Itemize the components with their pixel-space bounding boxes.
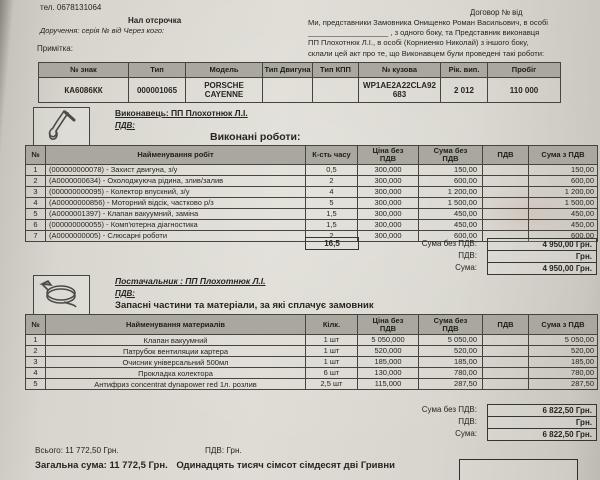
work-hours: 0,5 — [306, 165, 358, 176]
material-qty: 1 шт — [306, 335, 358, 346]
agreement-line: Ми, представники Замовника Онищенко Роман Васильович, в особі — [308, 18, 548, 27]
works-header: Ціна без ПДВ — [358, 146, 419, 165]
material-vat — [483, 335, 529, 346]
work-vat — [483, 165, 529, 176]
work-hours: 2 — [306, 176, 358, 187]
work-price: 300,000 — [358, 209, 419, 220]
work-sum-no-vat: 1 500,00 — [419, 198, 483, 209]
materials-header: № — [26, 315, 46, 335]
crossed-tools-icon — [34, 108, 86, 147]
material-vat — [483, 346, 529, 357]
phone-number: тел. 0678131064 — [40, 3, 102, 12]
hose-coil-icon — [34, 276, 86, 313]
work-number: 5 — [26, 209, 46, 220]
work-vat — [483, 220, 529, 231]
material-sum-no-vat: 520,00 — [419, 346, 483, 357]
materials-sum-label: Сума: — [455, 429, 477, 438]
work-sum-no-vat: 150,00 — [419, 165, 483, 176]
material-sum-no-vat: 287,50 — [419, 379, 483, 390]
material-sum-with-vat: 780,00 — [529, 368, 598, 379]
works-sum-value: 4 950,00 Грн. — [487, 262, 597, 275]
works-header-row — [26, 146, 598, 165]
work-hours: 5 — [306, 198, 358, 209]
signature-box — [459, 459, 578, 480]
vehicle-header: № кузова — [359, 63, 441, 78]
material-name: Антифриз concentrat dynapower red 1л. розлив — [46, 379, 306, 390]
materials-sum-value: 6 822,50 Грн. — [487, 428, 597, 441]
vehicle-header: Тип КПП — [313, 63, 359, 78]
work-number: 3 — [26, 187, 46, 198]
material-number: 4 — [26, 368, 46, 379]
material-sum-with-vat: 5 050,00 — [529, 335, 598, 346]
material-price: 185,000 — [358, 357, 419, 368]
materials-header: Ціна без ПДВ — [358, 315, 419, 335]
work-number: 7 — [26, 231, 46, 242]
material-price: 130,000 — [358, 368, 419, 379]
supplier-vat-label: ПДВ: — [115, 289, 135, 298]
work-price: 300,000 — [358, 187, 419, 198]
work-vat — [483, 198, 529, 209]
work-row — [26, 187, 598, 198]
material-number: 2 — [26, 346, 46, 357]
agreement-line: склали цей акт про те, що Виконавцем були проведені такі роботи: — [308, 48, 545, 58]
material-number: 1 — [26, 335, 46, 346]
material-number: 5 — [26, 379, 46, 390]
payment-type: Нал отсрочка — [128, 16, 182, 25]
material-name: Прокладка колектора — [46, 368, 306, 379]
work-price: 300,000 — [358, 198, 419, 209]
work-row — [26, 176, 598, 187]
work-sum-no-vat: 600,00 — [419, 231, 483, 242]
vehicle-model: PORSCHE CAYENNE — [186, 78, 263, 103]
material-qty: 1 шт — [306, 357, 358, 368]
total-hours-box: 16,5 — [305, 237, 359, 250]
work-row — [26, 220, 598, 231]
grand-total-words: Одинадцять тисяч сімсот сімдесят дві Гривни — [176, 460, 395, 471]
works-vat-value: Грн. — [487, 250, 597, 263]
work-name: (A00000000856) - Моторний відсік, частково р/з — [46, 198, 306, 209]
material-sum-with-vat: 185,00 — [529, 357, 598, 368]
materials-vat-value: Грн. — [487, 416, 597, 429]
vehicle-table — [38, 62, 561, 103]
contract-line: Договор № від — [470, 8, 523, 17]
materials-header-row — [26, 315, 598, 335]
work-name: (000000000078) - Захист двигуна, з/у — [46, 165, 306, 176]
plate-number: КА6086КК — [39, 78, 129, 103]
work-vat — [483, 209, 529, 220]
works-vat-label: ПДВ: — [458, 251, 477, 260]
work-price: 300,000 — [358, 220, 419, 231]
work-sum-with-vat: 1 500,00 — [529, 198, 598, 209]
material-sum-with-vat: 520,00 — [529, 346, 598, 357]
works-table — [25, 145, 598, 242]
works-header: К-сть часу — [306, 146, 358, 165]
supplier-icon-box — [33, 275, 90, 317]
vehicle-header: Рік. вип. — [441, 63, 488, 78]
material-row — [26, 368, 598, 379]
works-section-title: Виконані роботи: — [210, 131, 301, 143]
work-hours: 1,5 — [306, 209, 358, 220]
footer-vat: ПДВ: Грн. — [205, 446, 242, 455]
materials-sum-row — [25, 428, 597, 441]
work-number: 6 — [26, 220, 46, 231]
gearbox-type — [313, 78, 359, 103]
materials-vat-label: ПДВ: — [458, 417, 477, 426]
vehicle-header: Модель — [186, 63, 263, 78]
work-row — [26, 165, 598, 176]
work-name: (A0000000634) - Охолоджуюча рідина, злив/залив — [46, 176, 306, 187]
works-sum-no-vat-label: Сума без ПДВ: — [421, 239, 477, 248]
footer-total-no-vat: Всього: 11 772,50 Грн. — [35, 446, 119, 455]
vehicle-mileage: 110 000 — [488, 78, 561, 103]
works-sum-no-vat-value: 4 950,00 Грн. — [487, 238, 597, 251]
works-header: Сума з ПДВ — [529, 146, 598, 165]
work-sum-with-vat: 450,00 — [529, 209, 598, 220]
material-price: 520,000 — [358, 346, 419, 357]
work-name: (000000000055) - Комп'ютерна діагностика — [46, 220, 306, 231]
vehicle-year: 2 012 — [441, 78, 488, 103]
material-vat — [483, 368, 529, 379]
materials-sum-no-vat-label: Сума без ПДВ: — [421, 405, 477, 414]
work-number: 1 — [26, 165, 46, 176]
works-sum-label: Сума: — [455, 263, 477, 272]
material-row — [26, 357, 598, 368]
note-label: Примітка: — [37, 44, 73, 53]
agreement-paragraph — [308, 18, 594, 59]
work-sum-no-vat: 450,00 — [419, 220, 483, 231]
work-name: (A0000000005) - Слюсарні роботи — [46, 231, 306, 242]
works-header: Найменування робіт — [46, 146, 306, 165]
work-price: 300,000 — [358, 176, 419, 187]
material-sum-with-vat: 287,50 — [529, 379, 598, 390]
material-vat — [483, 379, 529, 390]
work-sum-no-vat: 600,00 — [419, 176, 483, 187]
work-sum-with-vat: 600,00 — [529, 176, 598, 187]
works-header: № — [26, 146, 46, 165]
material-row — [26, 379, 598, 390]
vehicle-header: Пробіг — [488, 63, 561, 78]
material-qty: 6 шт — [306, 368, 358, 379]
work-sum-no-vat: 450,00 — [419, 209, 483, 220]
material-name: Очисник універсальний 500мл — [46, 357, 306, 368]
commission-line: Доручення: серія № від Через кого: — [40, 26, 165, 35]
material-row — [26, 335, 598, 346]
work-hours: 2 — [306, 231, 358, 242]
vehicle-header: Тип — [129, 63, 186, 78]
material-name: Патрубок вентиляции картера — [46, 346, 306, 357]
vehicle-header-row — [39, 63, 561, 78]
work-sum-with-vat: 600,00 — [529, 231, 598, 242]
material-sum-no-vat: 5 050,00 — [419, 335, 483, 346]
work-number: 4 — [26, 198, 46, 209]
work-number: 2 — [26, 176, 46, 187]
work-sum-with-vat: 450,00 — [529, 220, 598, 231]
materials-header: ПДВ — [483, 315, 529, 335]
vehicle-header: Тип Двигуна — [263, 63, 313, 78]
work-vat — [483, 187, 529, 198]
material-price: 115,000 — [358, 379, 419, 390]
vehicle-header: № знак — [39, 63, 129, 78]
work-vat — [483, 176, 529, 187]
work-sum-with-vat: 150,00 — [529, 165, 598, 176]
supplier-name: Постачальник : ПП Плохотнюк Л.І. — [115, 276, 266, 286]
work-row — [26, 209, 598, 220]
material-sum-no-vat: 780,00 — [419, 368, 483, 379]
grand-total-line — [35, 460, 395, 471]
work-sum-no-vat: 1 200,00 — [419, 187, 483, 198]
grand-total-amount: Загальна сума: 11 772,5 Грн. — [35, 460, 168, 471]
work-hours: 4 — [306, 187, 358, 198]
material-price: 5 050,000 — [358, 335, 419, 346]
materials-sum-no-vat-value: 6 822,50 Грн. — [487, 404, 597, 417]
materials-header: Сума без ПДВ — [419, 315, 483, 335]
agreement-line: ___________________ , з одного боку, та Представник виконавця — [308, 28, 540, 38]
executor-vat-label: ПДВ: — [115, 121, 135, 130]
materials-header: Сума з ПДВ — [529, 315, 598, 335]
material-vat — [483, 357, 529, 368]
vehicle-value-row — [39, 78, 561, 103]
material-qty: 1 шт — [306, 346, 358, 357]
materials-table — [25, 314, 598, 390]
material-sum-no-vat: 185,00 — [419, 357, 483, 368]
executor-name: Виконавець: ПП Плохотнюк Л.І. — [115, 108, 248, 118]
materials-header: Найменування материалів — [46, 315, 306, 335]
materials-section-title: Запасні частини та матеріали, за які сплачує замовник — [115, 300, 374, 311]
material-qty: 2,5 шт — [306, 379, 358, 390]
material-name: Клапан вакуумний — [46, 335, 306, 346]
material-number: 3 — [26, 357, 46, 368]
works-sum-row — [25, 262, 597, 275]
works-header: Сума без ПДВ — [419, 146, 483, 165]
work-hours: 1,5 — [306, 220, 358, 231]
work-name: (000000000095) - Колектор впускний, з/у — [46, 187, 306, 198]
work-price: 300,000 — [358, 231, 419, 242]
engine-type — [263, 78, 313, 103]
vehicle-type: 000001065 — [129, 78, 186, 103]
material-row — [26, 346, 598, 357]
agreement-line: ПП Плохотнюк Л.І., в особі (Корниенко Николай) з іншого боку, — [308, 38, 529, 48]
work-price: 300,000 — [358, 165, 419, 176]
materials-header: Кілк. — [306, 315, 358, 335]
works-header: ПДВ — [483, 146, 529, 165]
work-name: (A0000001397) - Клапан вакуумний, заміна — [46, 209, 306, 220]
work-row — [26, 198, 598, 209]
work-sum-with-vat: 1 200,00 — [529, 187, 598, 198]
body-number: WP1AE2A22CLA92683 — [359, 78, 441, 103]
